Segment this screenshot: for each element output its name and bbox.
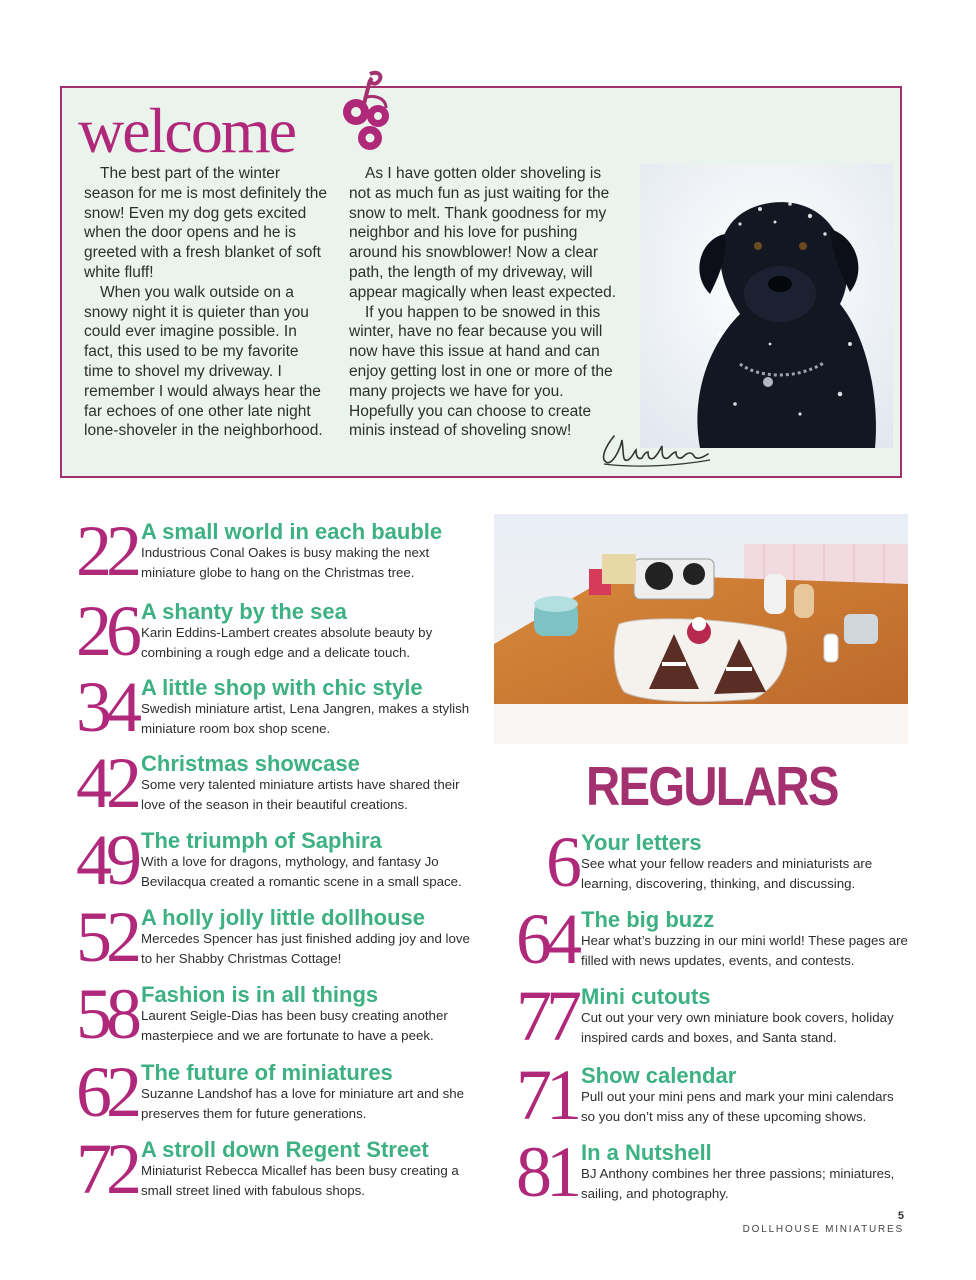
page-number-label: 49	[76, 820, 136, 900]
regular-description: BJ Anthony combines her three passions; miniatures, sailing, and photography.	[581, 1166, 895, 1201]
page-number-label: 81	[516, 1132, 576, 1212]
welcome-section	[60, 86, 902, 478]
dog-in-snow-photo	[640, 164, 893, 448]
feature-item[interactable]	[60, 591, 480, 671]
welcome-title: welcome	[78, 95, 295, 166]
regular-title[interactable]: Mini cutouts	[581, 984, 711, 1009]
regular-item[interactable]	[500, 1055, 920, 1135]
magazine-name: DOLLHOUSE MINIATURES	[742, 1224, 904, 1235]
feature-description: Mercedes Spencer has just finished adding joy and love to her Shabby Christmas Cottage!	[141, 931, 470, 966]
feature-title[interactable]: The triumph of Saphira	[141, 828, 382, 853]
feature-item[interactable]	[60, 820, 480, 900]
feature-item[interactable]	[60, 1129, 480, 1209]
page-number-label: 6	[546, 822, 576, 902]
feature-title[interactable]: The future of miniatures	[141, 1060, 393, 1085]
feature-title[interactable]: Christmas showcase	[141, 751, 360, 776]
welcome-paragraph: When you walk outside on a snowy night it is quieter than you could ever imagine possible. In fact, this used to be my favorite time to shovel my driveway. I remember I would always hear the far echoes of one other late night lone-shoveler in the neighborhood.	[84, 283, 323, 440]
regular-description: Cut out your very own miniature book covers, holiday inspired cards and boxes, and Santa stand.	[581, 1010, 894, 1045]
feature-title[interactable]: Fashion is in all things	[141, 982, 379, 1007]
feature-description: Karin Eddins-Lambert creates absolute beauty by combining a rough edge and a delicate touch.	[141, 625, 433, 660]
feature-title[interactable]: A small world in each bauble	[141, 519, 443, 544]
page-number-label: 62	[76, 1052, 136, 1132]
regular-description: Pull out your mini pens and mark your mini calendars so you don’t miss any of these upcoming shows.	[581, 1089, 894, 1124]
feature-title[interactable]: A little shop with chic style	[141, 675, 423, 700]
feature-title[interactable]: A holly jolly little dollhouse	[141, 905, 425, 930]
feature-title[interactable]: A shanty by the sea	[141, 599, 347, 624]
regular-item[interactable]	[500, 1132, 920, 1212]
page-number-label: 58	[76, 974, 136, 1054]
page-number-label: 34	[76, 667, 136, 747]
feature-description: Miniaturist Rebecca Micallef has been busy creating a small street lined with fabulous shops.	[141, 1163, 459, 1198]
feature-description: Industrious Conal Oakes is busy making the next miniature globe to hang on the Christmas tree.	[141, 545, 430, 580]
feature-item[interactable]	[60, 511, 480, 591]
welcome-paragraph: As I have gotten older shoveling is not as much fun as just waiting for the snow to melt. Thank goodness for my neighbor and his love for pushing around his snowblower! Now a clear path, the length of my driveway, will appear magically when least expected.	[349, 165, 617, 301]
page-number-label: 72	[76, 1129, 136, 1209]
page-number-label: 22	[76, 511, 136, 591]
feature-description: Swedish miniature artist, Lena Jangren, makes a stylish miniature room box shop scene.	[141, 701, 470, 736]
feature-item[interactable]	[60, 1052, 480, 1132]
regular-title[interactable]: Show calendar	[581, 1063, 737, 1088]
page-number-label: 77	[516, 976, 576, 1056]
feature-description: Laurent Seigle-Dias has been busy creating another masterpiece and we are fortunate to have a peek.	[141, 1008, 448, 1043]
page-number-label: 52	[76, 897, 136, 977]
ornament-icon	[334, 68, 398, 156]
regulars-heading: REGULARS	[586, 755, 838, 817]
regular-description: Hear what’s buzzing in our mini world! These pages are filled with news updates, events, and contests.	[581, 933, 908, 968]
feature-item[interactable]	[60, 974, 480, 1054]
page-number-label: 64	[516, 899, 576, 979]
regular-item[interactable]	[500, 822, 920, 902]
page-number-label: 26	[76, 591, 136, 671]
feature-description: With a love for dragons, mythology, and fantasy Jo Bevilacqua created a romantic scene in a small space.	[141, 854, 462, 889]
feature-item[interactable]	[60, 667, 480, 747]
feature-item[interactable]	[60, 743, 480, 823]
feature-description: Some very talented miniature artists have shared their love of the season in their beautiful creations.	[141, 777, 460, 812]
welcome-paragraph: If you happen to be snowed in this winter, have no fear because you will now have this issue at hand and can enjoy getting lost in one or more of the many projects we have for you. Hopefully you can choose to create minis instead of shoveling snow!	[349, 303, 613, 440]
editor-signature	[596, 424, 716, 472]
regular-title[interactable]: The big buzz	[581, 907, 715, 932]
feature-description: Suzanne Landshof has a love for miniature art and she preserves them for future generations.	[141, 1086, 465, 1121]
welcome-paragraph: The best part of the winter season for me is most definitely the snow! Even my dog gets excited when the door opens and he is greeted with a fresh blanket of soft white fluff!	[84, 165, 327, 281]
welcome-column-1	[84, 164, 328, 441]
miniature-kitchen-photo	[494, 514, 908, 744]
regular-item[interactable]	[500, 899, 920, 979]
page-number: 5	[897, 1210, 904, 1222]
regular-title[interactable]: Your letters	[581, 830, 702, 855]
regular-description: See what your fellow readers and miniaturists are learning, discovering, thinking, and discussing.	[581, 856, 873, 891]
regular-title[interactable]: In a Nutshell	[581, 1140, 712, 1165]
feature-title[interactable]: A stroll down Regent Street	[141, 1137, 429, 1162]
regular-item[interactable]	[500, 976, 920, 1056]
feature-item[interactable]	[60, 897, 480, 977]
page-number-label: 42	[76, 743, 136, 823]
page-number-label: 71	[516, 1055, 576, 1135]
welcome-column-2	[349, 164, 621, 441]
